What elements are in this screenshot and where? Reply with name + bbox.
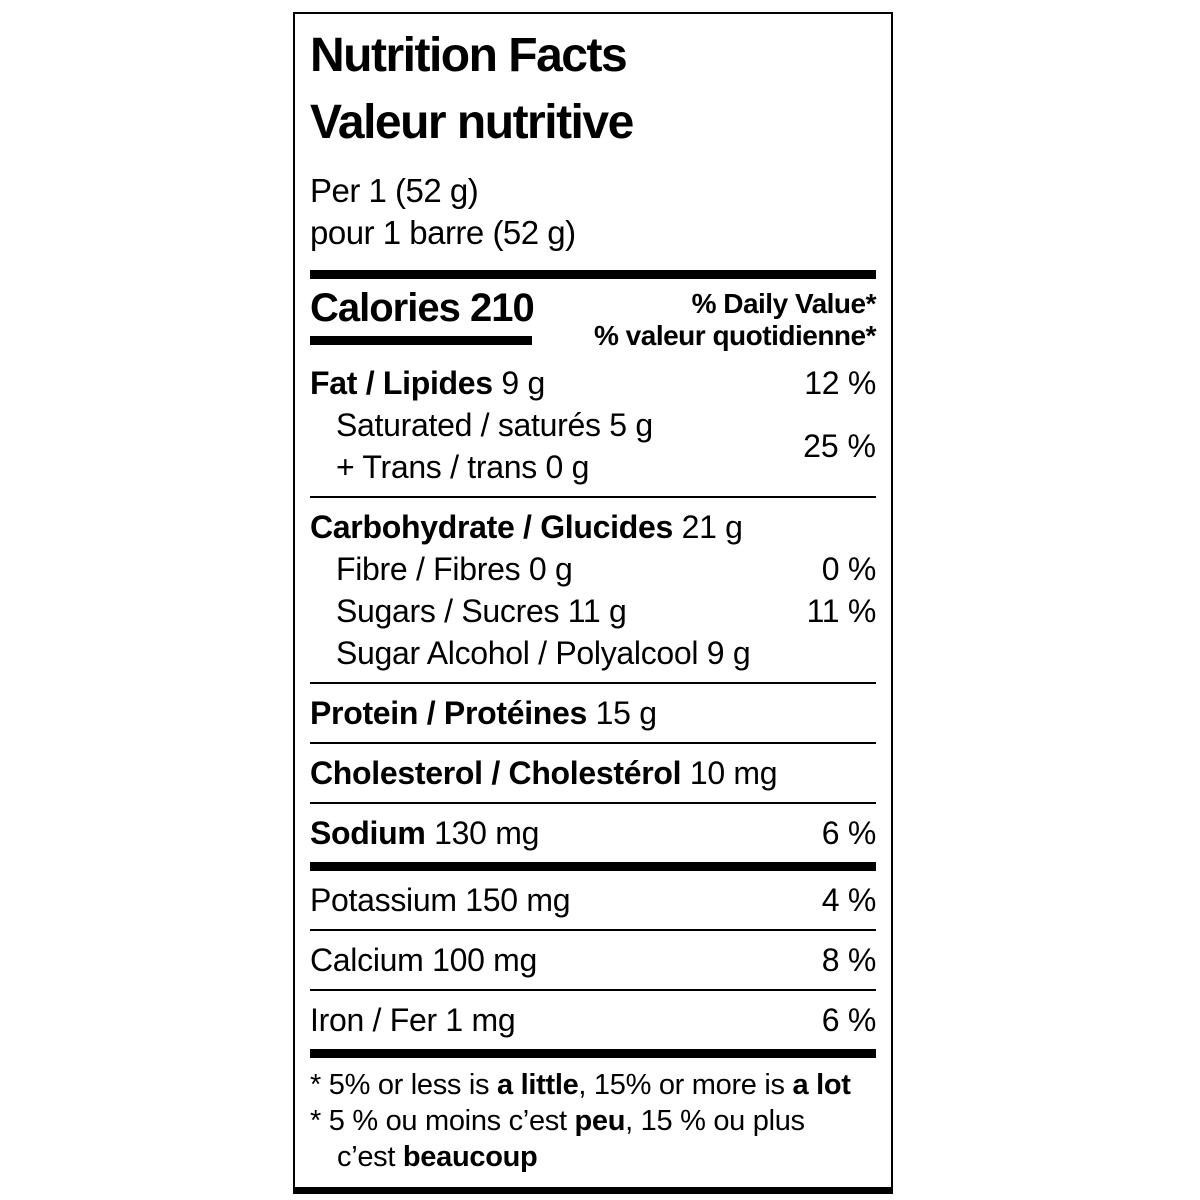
serving-size-fr: pour 1 barre (52 g): [310, 214, 576, 251]
calories-value: Calories 210: [310, 286, 534, 330]
divider: [310, 802, 876, 804]
title-fr: Valeur nutritive: [310, 96, 633, 149]
footnote-en-text: * 5% or less is: [310, 1069, 497, 1101]
footnote-fr-peu: peu: [574, 1105, 626, 1137]
row-cholesterol: [310, 752, 876, 794]
row-sugar-alcohol: [310, 632, 876, 674]
fibre-dv: 0 %: [821, 551, 876, 587]
saturated-trans-dv: 25 %: [803, 427, 876, 464]
trans-label: + Trans / trans 0 g: [336, 449, 590, 485]
calories-underline: [310, 336, 532, 345]
thick-divider: [310, 862, 876, 871]
carbohydrate-amount: 21 g: [681, 509, 743, 545]
nutrient-rows: [310, 362, 876, 1058]
saturated-label: Saturated / saturés 5 g: [336, 407, 653, 443]
sugars-label: Sugars / Sucres 11 g: [336, 593, 627, 629]
row-saturated-trans: [310, 404, 876, 488]
divider: [310, 929, 876, 931]
footnote-fr-text3: c’est: [337, 1141, 403, 1173]
iron-label: Iron / Fer 1 mg: [310, 1002, 516, 1038]
serving-size: [310, 170, 876, 254]
saturated-trans-labels: [310, 404, 653, 488]
cholesterol-amount: 10 mg: [689, 755, 778, 791]
footnote-fr-text2: , 15 % ou plus: [625, 1105, 805, 1137]
calcium-label: Calcium 100 mg: [310, 942, 538, 978]
nutrition-facts-label: [293, 12, 893, 1194]
divider: [310, 496, 876, 498]
thick-divider-bottom: [310, 1049, 876, 1058]
footnote-fr-line1: [310, 1103, 876, 1139]
fat-amount: 9 g: [501, 365, 545, 401]
row-potassium: [310, 879, 876, 921]
calories-block: [310, 285, 534, 345]
footnote-en-a-little: a little: [497, 1069, 579, 1101]
daily-value-header: [594, 285, 876, 352]
fibre-label: Fibre / Fibres 0 g: [336, 551, 573, 587]
sugar-alcohol-label: Sugar Alcohol / Polyalcool 9 g: [336, 635, 751, 671]
footnotes: [310, 1067, 876, 1175]
footnote-fr-line2: [310, 1139, 876, 1175]
label-title: [310, 22, 876, 156]
sodium-dv: 6 %: [821, 815, 876, 851]
footnote-en-text2: , 15% or more is: [578, 1069, 793, 1101]
footnote-en-a-lot: a lot: [792, 1069, 851, 1101]
sodium-amount: 130 mg: [434, 815, 540, 851]
sodium-label: Sodium: [310, 815, 426, 851]
calories-section: [310, 285, 876, 352]
daily-value-header-en: % Daily Value*: [691, 288, 876, 319]
thick-divider-top: [310, 270, 876, 279]
serving-size-en: Per 1 (52 g): [310, 172, 479, 209]
iron-dv: 6 %: [821, 1002, 876, 1038]
divider: [310, 989, 876, 991]
footnote-fr-beaucoup: beaucoup: [402, 1141, 538, 1173]
row-carbohydrate: [310, 506, 876, 548]
potassium-dv: 4 %: [821, 882, 876, 918]
potassium-label: Potassium 150 mg: [310, 882, 571, 918]
row-sodium: [310, 812, 876, 854]
fat-label: Fat / Lipides: [310, 365, 493, 401]
row-iron: [310, 999, 876, 1041]
daily-value-header-fr: % valeur quotidienne*: [594, 320, 876, 351]
carbohydrate-label: Carbohydrate / Glucides: [310, 509, 673, 545]
calcium-dv: 8 %: [821, 942, 876, 978]
fat-dv: 12 %: [804, 365, 876, 401]
row-fat: [310, 362, 876, 404]
row-sugars: [310, 590, 876, 632]
row-fibre: [310, 548, 876, 590]
footnote-fr-text: * 5 % ou moins c’est: [310, 1105, 575, 1137]
divider: [310, 682, 876, 684]
row-calcium: [310, 939, 876, 981]
protein-label: Protein / Protéines: [310, 695, 588, 731]
row-protein: [310, 692, 876, 734]
protein-amount: 15 g: [595, 695, 657, 731]
divider: [310, 742, 876, 744]
title-en: Nutrition Facts: [310, 29, 627, 82]
footnote-en: [310, 1067, 876, 1103]
sugars-dv: 11 %: [806, 593, 876, 629]
cholesterol-label: Cholesterol / Cholestérol: [310, 755, 682, 791]
